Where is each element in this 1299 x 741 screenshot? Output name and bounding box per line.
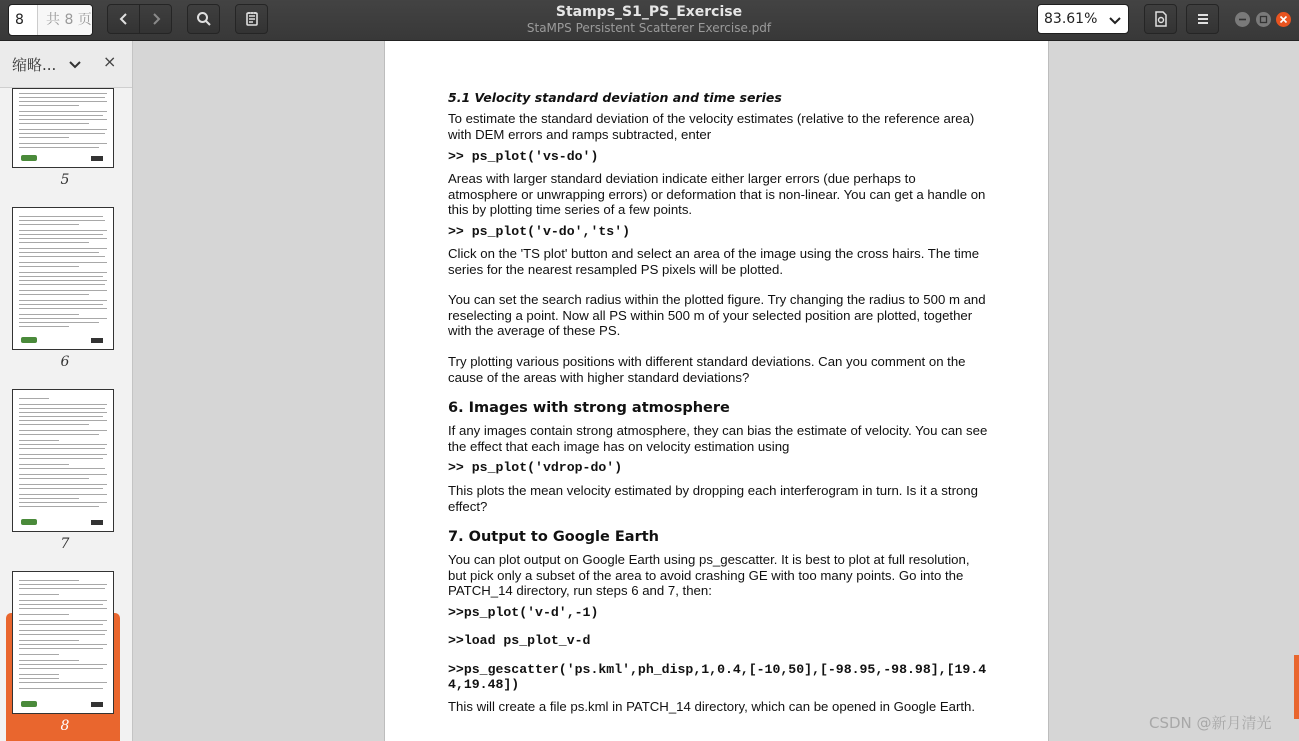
section-5-1-heading: 5.1 Velocity standard deviation and time series: [448, 90, 782, 105]
page-number-box[interactable]: [8, 4, 93, 36]
next-page-button[interactable]: [139, 4, 172, 34]
code-line: >>ps_gescatter('ps.kml',ph_disp,1,0.4,[-10,50],[-98.95,-98.98],[19.44,19.48]): [448, 662, 987, 692]
close-window-button[interactable]: [1276, 12, 1291, 27]
page-number-input[interactable]: 8: [15, 12, 24, 28]
code-line: >>load ps_plot_v-d: [448, 633, 591, 648]
paragraph: Areas with larger standard deviation indicate either larger errors (due perhaps to atmosphere or unwrapping errors) or deformation that is non-linear. You can get a handle on this by plotting time series of a few points.: [448, 171, 986, 218]
sidebar-mode-label[interactable]: 缩略...: [12, 56, 57, 74]
menu-button[interactable]: [1186, 4, 1219, 34]
paragraph: You can plot output on Google Earth using ps_gescatter. It is best to plot at full resolution, but pick only a subset of the area to avoid crashing GE with too many points. Go into the PATCH_14 directory, run steps 6 and 7, then:: [448, 552, 970, 599]
thumbnail-page-7[interactable]: [12, 389, 114, 532]
thumbnail-list[interactable]: [0, 88, 132, 741]
chevron-down-icon: [1106, 11, 1124, 29]
prev-page-button[interactable]: [107, 4, 140, 34]
chevron-down-icon[interactable]: [67, 56, 83, 72]
scrollbar-indicator[interactable]: [1294, 655, 1299, 719]
thumbnail-sidebar: [0, 41, 133, 741]
thumbnail-page-6[interactable]: [12, 207, 114, 350]
pdf-page: [384, 41, 1049, 741]
minimize-icon: [1235, 12, 1250, 27]
code-line: >>ps_plot('v-d',-1): [448, 605, 599, 620]
document-filename: StaMPS Persistent Scatterer Exercise.pdf: [526, 21, 772, 35]
minimize-button[interactable]: [1235, 12, 1250, 27]
code-line: >> ps_plot('vs-do'): [448, 149, 599, 164]
document-info-icon: [1153, 11, 1169, 27]
notes-icon: [244, 11, 260, 27]
search-button[interactable]: [187, 4, 220, 34]
thumbnail-label: 6: [60, 354, 70, 370]
paragraph: This will create a file ps.kml in PATCH_14 directory, which can be opened in Google Earth.: [448, 699, 976, 714]
document-title: Stamps_S1_PS_Exercise: [555, 4, 743, 20]
code-line: >> ps_plot('vdrop-do'): [448, 460, 623, 475]
zoom-select[interactable]: [1037, 4, 1129, 34]
paragraph: This plots the mean velocity estimated by dropping each interferogram in turn. Is it a strong effect?: [448, 483, 978, 514]
maximize-icon: [1256, 12, 1271, 27]
properties-button[interactable]: [1144, 4, 1177, 34]
page-total-label: 共 8 页: [37, 5, 92, 35]
paragraph: To estimate the standard deviation of the velocity estimates (relative to the reference area) with DEM errors and ramps subtracted, enter: [448, 111, 975, 142]
thumbnail-label: 5: [60, 172, 70, 188]
thumbnail-page-5[interactable]: [12, 88, 114, 168]
paragraph: Try plotting various positions with different standard deviations. Can you comment on the cause of the areas with higher standard deviations?: [448, 354, 966, 385]
header-bar: [0, 0, 1299, 41]
maximize-button[interactable]: [1256, 12, 1271, 27]
sidebar-header: [0, 41, 132, 88]
chevron-right-icon: [149, 12, 163, 26]
hamburger-icon: [1195, 11, 1211, 27]
paragraph: Click on the 'TS plot' button and select an area of the image using the cross hairs. The time series for the nearest resampled PS pixels will be plotted.: [448, 246, 980, 277]
window-title: [449, 3, 849, 35]
code-line: >> ps_plot('v-do','ts'): [448, 224, 631, 239]
section-6-heading: 6. Images with strong atmosphere: [448, 400, 730, 416]
sidebar-close-button[interactable]: ×: [103, 52, 117, 71]
document-view[interactable]: [133, 41, 1299, 741]
paragraph: You can set the search radius within the plotted figure. Try changing the radius to 500 m and reselecting a point. Now all PS within 500 m of your selected position are plotted, together with the average of these PS.: [448, 292, 986, 339]
close-icon: [1276, 12, 1291, 27]
thumbnail-label: 7: [60, 536, 70, 552]
watermark: CSDN @新月清光: [1149, 714, 1272, 732]
section-7-heading: 7. Output to Google Earth: [448, 529, 660, 545]
search-icon: [196, 11, 212, 27]
annotations-button[interactable]: [235, 4, 268, 34]
thumbnail-label: 8: [60, 718, 70, 734]
paragraph: If any images contain strong atmosphere, they can bias the estimate of velocity. You can see the effect that each image has on velocity estimation using: [448, 423, 988, 454]
chevron-left-icon: [117, 12, 131, 26]
zoom-value: 83.61%: [1044, 11, 1098, 27]
thumbnail-page-8[interactable]: [12, 571, 114, 714]
